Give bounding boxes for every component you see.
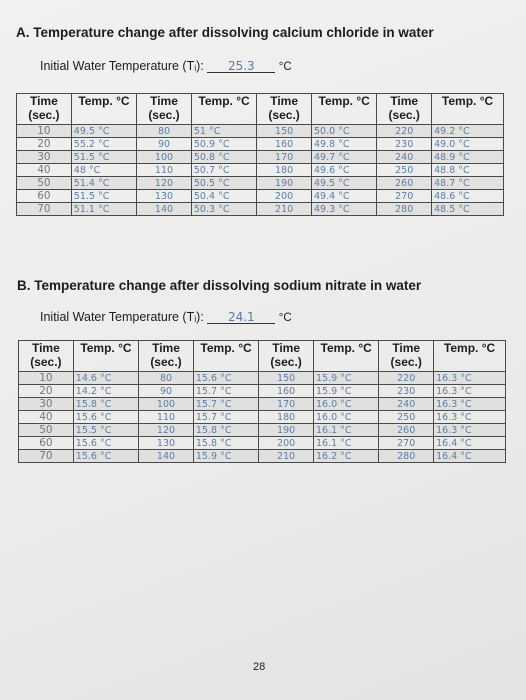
time-cell[interactable]: 220	[377, 125, 432, 138]
table-row	[19, 424, 506, 437]
temp-cell[interactable]: 16.3 °C	[434, 424, 506, 437]
temp-cell[interactable]: 16.3 °C	[434, 385, 506, 398]
time-cell[interactable]: 160	[259, 385, 314, 398]
temp-header: Temp. °C	[73, 341, 138, 372]
time-cell[interactable]: 60	[19, 437, 74, 450]
time-cell[interactable]: 250	[379, 411, 434, 424]
time-header: Time (sec.)	[137, 94, 192, 125]
calcium-chloride-table	[16, 93, 504, 216]
time-cell[interactable]: 230	[379, 385, 434, 398]
time-cell[interactable]: 70	[17, 203, 72, 216]
time-cell[interactable]: 250	[377, 164, 432, 177]
temp-cell[interactable]: 51.4 °C	[71, 177, 136, 190]
table-row	[19, 385, 506, 398]
time-cell[interactable]: 140	[137, 203, 192, 216]
temp-cell[interactable]: 15.9 °C	[314, 372, 379, 385]
initial-temperature-label: Initial Water Temperature (Tᵢ):	[40, 59, 204, 73]
time-cell[interactable]: 230	[377, 138, 432, 151]
time-header: Time (sec.)	[379, 341, 434, 372]
temp-cell[interactable]: 49.4 °C	[312, 190, 377, 203]
time-header: Time (sec.)	[257, 94, 312, 125]
time-cell[interactable]: 220	[379, 372, 434, 385]
section-a-title: A. Temperature change after dissolving calcium chloride in water	[16, 25, 434, 40]
temp-cell[interactable]: 55.2 °C	[71, 138, 136, 151]
time-cell[interactable]: 280	[377, 203, 432, 216]
temp-cell[interactable]: 48 °C	[71, 164, 136, 177]
temp-cell[interactable]: 48.8 °C	[432, 164, 504, 177]
sodium-nitrate-table	[18, 340, 506, 463]
time-cell[interactable]: 40	[17, 164, 72, 177]
temp-cell[interactable]: 50.5 °C	[191, 177, 256, 190]
temp-cell[interactable]: 16.0 °C	[314, 411, 379, 424]
table-row	[19, 372, 506, 385]
time-cell[interactable]: 130	[137, 190, 192, 203]
temp-cell[interactable]: 14.6 °C	[73, 372, 138, 385]
temp-cell[interactable]: 16.3 °C	[434, 411, 506, 424]
time-cell[interactable]: 120	[139, 424, 194, 437]
time-cell[interactable]: 110	[137, 164, 192, 177]
temp-header: Temp. °C	[193, 341, 258, 372]
temp-cell[interactable]: 49.5 °C	[71, 125, 136, 138]
temp-cell[interactable]: 16.4 °C	[434, 450, 506, 463]
temp-cell[interactable]: 15.8 °C	[73, 398, 138, 411]
time-header: Time (sec.)	[139, 341, 194, 372]
temp-header: Temp. °C	[314, 341, 379, 372]
temp-cell[interactable]: 51.5 °C	[71, 190, 136, 203]
temp-cell[interactable]: 50.3 °C	[191, 203, 256, 216]
time-cell[interactable]: 210	[259, 450, 314, 463]
temp-cell[interactable]: 49.5 °C	[312, 177, 377, 190]
time-cell[interactable]: 80	[137, 125, 192, 138]
time-cell[interactable]: 100	[139, 398, 194, 411]
initial-temperature-value: 24.1	[207, 311, 275, 324]
temp-cell[interactable]: 16.4 °C	[434, 437, 506, 450]
table-row	[17, 164, 504, 177]
table-row	[17, 190, 504, 203]
temp-header: Temp. °C	[71, 94, 136, 125]
temp-cell[interactable]: 48.9 °C	[432, 151, 504, 164]
temp-cell[interactable]: 49.0 °C	[432, 138, 504, 151]
time-cell[interactable]: 10	[17, 125, 72, 138]
temp-cell[interactable]: 15.8 °C	[193, 437, 258, 450]
time-cell[interactable]: 130	[139, 437, 194, 450]
time-cell[interactable]: 200	[257, 190, 312, 203]
section-a-initial-temperature	[40, 59, 292, 73]
temp-cell[interactable]: 51 °C	[191, 125, 256, 138]
time-cell[interactable]: 240	[379, 398, 434, 411]
temp-header: Temp. °C	[312, 94, 377, 125]
temp-header: Temp. °C	[191, 94, 256, 125]
unit-label: °C	[278, 312, 292, 324]
header-row	[19, 341, 506, 372]
temp-header: Temp. °C	[432, 94, 504, 125]
unit-label: °C	[278, 61, 292, 73]
temp-cell[interactable]: 15.6 °C	[73, 450, 138, 463]
time-cell[interactable]: 170	[257, 151, 312, 164]
header-row	[17, 94, 504, 125]
temp-cell[interactable]: 15.7 °C	[193, 411, 258, 424]
temp-cell[interactable]: 16.3 °C	[434, 398, 506, 411]
time-header: Time (sec.)	[259, 341, 314, 372]
table-row	[19, 450, 506, 463]
temp-cell[interactable]: 51.1 °C	[71, 203, 136, 216]
temp-cell[interactable]: 15.5 °C	[73, 424, 138, 437]
time-cell[interactable]: 30	[19, 398, 74, 411]
temp-cell[interactable]: 15.6 °C	[73, 411, 138, 424]
temp-cell[interactable]: 50.7 °C	[191, 164, 256, 177]
time-header: Time (sec.)	[377, 94, 432, 125]
time-cell[interactable]: 190	[259, 424, 314, 437]
temp-cell[interactable]: 15.7 °C	[193, 385, 258, 398]
table-row	[17, 177, 504, 190]
temp-header: Temp. °C	[434, 341, 506, 372]
temp-cell[interactable]: 16.0 °C	[314, 398, 379, 411]
time-cell[interactable]: 200	[259, 437, 314, 450]
temp-cell[interactable]: 15.9 °C	[193, 450, 258, 463]
table-row	[17, 203, 504, 216]
temp-cell[interactable]: 49.6 °C	[312, 164, 377, 177]
temp-cell[interactable]: 51.5 °C	[71, 151, 136, 164]
temp-cell[interactable]: 50.9 °C	[191, 138, 256, 151]
time-cell[interactable]: 70	[19, 450, 74, 463]
page-number: 28	[253, 661, 266, 673]
time-cell[interactable]: 180	[257, 164, 312, 177]
temp-cell[interactable]: 15.9 °C	[314, 385, 379, 398]
time-cell[interactable]: 280	[379, 450, 434, 463]
time-cell[interactable]: 60	[17, 190, 72, 203]
time-cell[interactable]: 50	[19, 424, 74, 437]
initial-temperature-label: Initial Water Temperature (Tᵢ):	[40, 310, 204, 324]
temp-cell[interactable]: 48.6 °C	[432, 190, 504, 203]
time-cell[interactable]: 210	[257, 203, 312, 216]
temp-cell[interactable]: 50.4 °C	[191, 190, 256, 203]
time-cell[interactable]: 110	[139, 411, 194, 424]
temp-cell[interactable]: 16.3 °C	[434, 372, 506, 385]
temp-cell[interactable]: 16.1 °C	[314, 437, 379, 450]
time-cell[interactable]: 190	[257, 177, 312, 190]
time-cell[interactable]: 90	[139, 385, 194, 398]
temp-cell[interactable]: 14.2 °C	[73, 385, 138, 398]
temp-cell[interactable]: 15.6 °C	[73, 437, 138, 450]
time-cell[interactable]: 160	[257, 138, 312, 151]
time-cell[interactable]: 10	[19, 372, 74, 385]
temp-cell[interactable]: 16.2 °C	[314, 450, 379, 463]
temp-cell[interactable]: 16.1 °C	[314, 424, 379, 437]
time-cell[interactable]: 20	[19, 385, 74, 398]
time-cell[interactable]: 20	[17, 138, 72, 151]
time-cell[interactable]: 80	[139, 372, 194, 385]
temp-cell[interactable]: 15.6 °C	[193, 372, 258, 385]
time-cell[interactable]: 120	[137, 177, 192, 190]
time-cell[interactable]: 260	[377, 177, 432, 190]
temp-cell[interactable]: 49.7 °C	[312, 151, 377, 164]
table-row	[19, 411, 506, 424]
time-cell[interactable]: 270	[377, 190, 432, 203]
time-cell[interactable]: 50	[17, 177, 72, 190]
table-row	[19, 398, 506, 411]
time-cell[interactable]: 30	[17, 151, 72, 164]
temp-cell[interactable]: 48.7 °C	[432, 177, 504, 190]
temp-cell[interactable]: 49.3 °C	[312, 203, 377, 216]
time-cell[interactable]: 150	[259, 372, 314, 385]
temp-cell[interactable]: 48.5 °C	[432, 203, 504, 216]
time-cell[interactable]: 270	[379, 437, 434, 450]
time-cell[interactable]: 90	[137, 138, 192, 151]
temp-cell[interactable]: 50.8 °C	[191, 151, 256, 164]
time-cell[interactable]: 170	[259, 398, 314, 411]
temp-cell[interactable]: 15.7 °C	[193, 398, 258, 411]
time-cell[interactable]: 240	[377, 151, 432, 164]
time-cell[interactable]: 140	[139, 450, 194, 463]
time-cell[interactable]: 40	[19, 411, 74, 424]
time-cell[interactable]: 180	[259, 411, 314, 424]
section-b-title: B. Temperature change after dissolving sodium nitrate in water	[17, 278, 422, 293]
initial-temperature-value: 25.3	[207, 60, 275, 73]
table-row	[17, 151, 504, 164]
temp-cell[interactable]: 49.2 °C	[432, 125, 504, 138]
table-row	[19, 437, 506, 450]
time-cell[interactable]: 150	[257, 125, 312, 138]
time-header: Time (sec.)	[19, 341, 74, 372]
table-row	[17, 138, 504, 151]
temp-cell[interactable]: 15.8 °C	[193, 424, 258, 437]
time-cell[interactable]: 100	[137, 151, 192, 164]
time-header: Time (sec.)	[17, 94, 72, 125]
temp-cell[interactable]: 50.0 °C	[312, 125, 377, 138]
temp-cell[interactable]: 49.8 °C	[312, 138, 377, 151]
time-cell[interactable]: 260	[379, 424, 434, 437]
section-b-initial-temperature	[40, 310, 292, 324]
table-row	[17, 125, 504, 138]
